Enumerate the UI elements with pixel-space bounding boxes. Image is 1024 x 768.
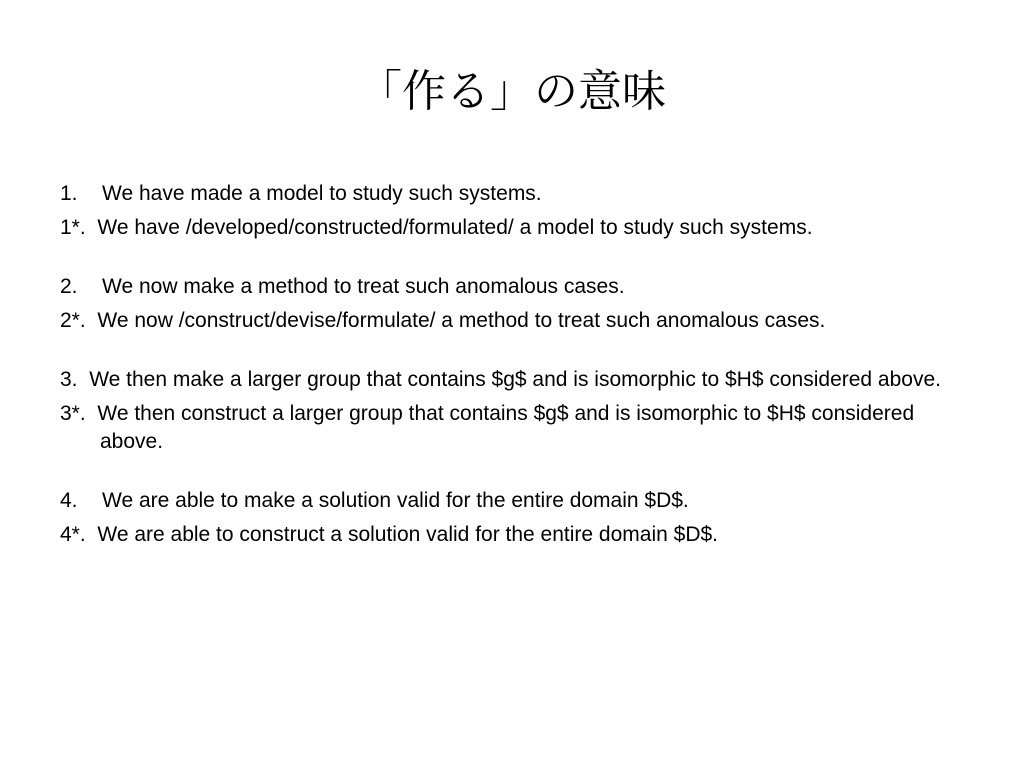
list-item-1-star	[60, 214, 970, 242]
list-item-4-star	[60, 521, 970, 549]
item-text: We now make a method to treat such anomalous cases.	[102, 275, 625, 298]
item-text: We are able to construct a solution valid for the entire domain $D$.	[97, 523, 718, 546]
item-text: We have /developed/constructed/formulated/ a model to study such systems.	[97, 216, 813, 239]
item-number: 3.	[60, 368, 84, 391]
item-number: 3*.	[60, 402, 92, 425]
item-number: 1.	[60, 182, 78, 205]
item-text: We have made a model to study such systems.	[102, 182, 542, 205]
item-text: We then construct a larger group that contains $g$ and is isomorphic to $H$ considered above.	[97, 402, 915, 453]
item-number: 2.	[60, 275, 78, 298]
slide-title: 「作る」の意味	[358, 66, 666, 117]
list-item-2	[60, 273, 970, 301]
list-item-1	[60, 180, 970, 208]
list-item-3	[60, 366, 970, 394]
example-list	[60, 180, 970, 555]
item-number: 4*.	[60, 523, 92, 546]
list-item-3-star	[60, 400, 970, 456]
list-item-2-star	[60, 307, 970, 335]
list-item-4	[60, 487, 970, 515]
item-number: 1*.	[60, 216, 92, 239]
item-text: We then make a larger group that contains $g$ and is isomorphic to $H$ considered above.	[89, 368, 941, 391]
item-number: 4.	[60, 489, 78, 512]
item-number: 2*.	[60, 309, 92, 332]
item-text: We are able to make a solution valid for the entire domain $D$.	[102, 489, 689, 512]
item-text: We now /construct/devise/formulate/ a method to treat such anomalous cases.	[97, 309, 826, 332]
